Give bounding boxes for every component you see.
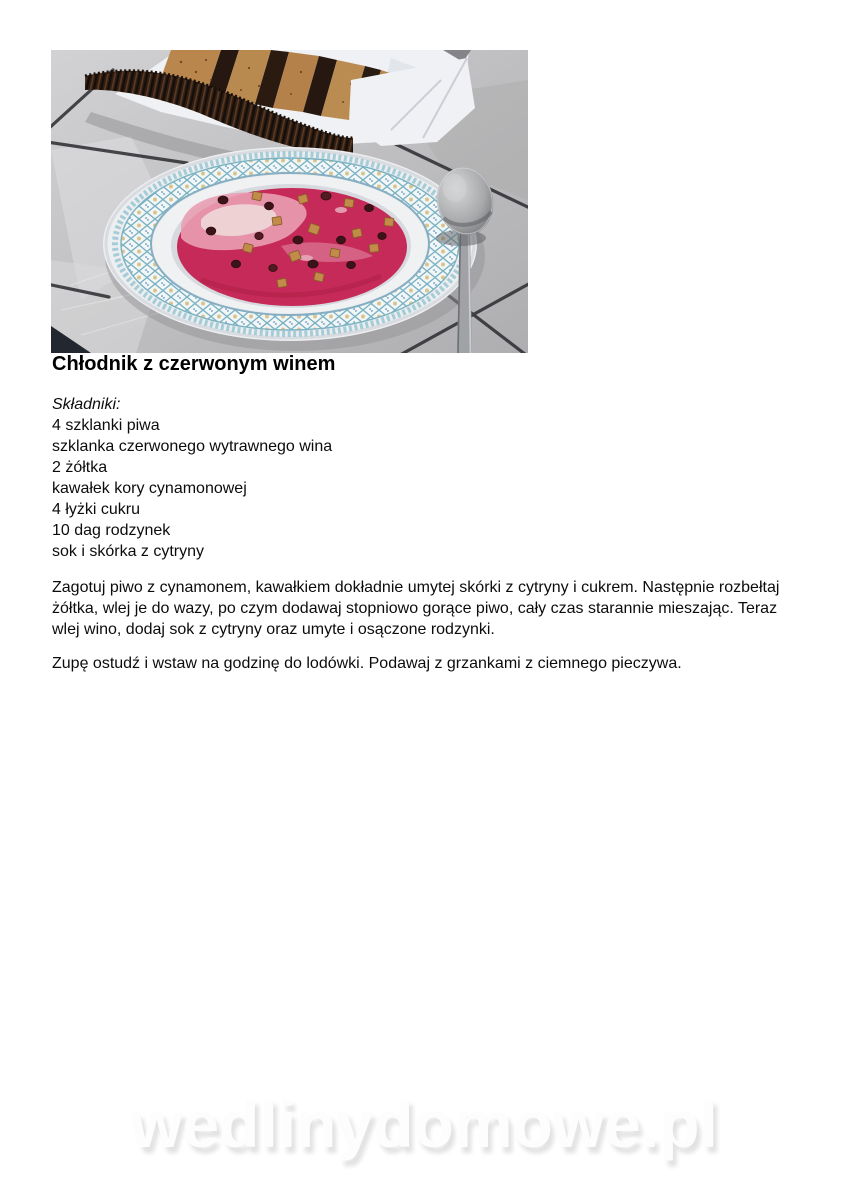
recipe-photo <box>51 50 528 353</box>
instructions-paragraph: Zupę ostudź i wstaw na godzinę do lodówki. Podawaj z grzankami z ciemnego pieczywa. <box>52 655 682 672</box>
ingredient-item: szklanka czerwonego wytrawnego wina <box>52 438 333 455</box>
instructions-paragraph: Zagotuj piwo z cynamonem, kawałkiem dokładnie umytej skórki z cytryny i cukrem. Następnie rozbełtaj żółtka, wlej je do wazy, po czym dodawaj stopniowo gorące piwo, cały czas starannie mieszając. Teraz wlej wino, dodaj sok z cytryny oraz umyte i osączone rodzynki. <box>52 579 780 638</box>
ingredient-item: sok i skórka z cytryny <box>52 543 205 560</box>
recipe-photo-art <box>51 50 528 353</box>
watermark: wedlinydomowe.pl <box>131 1087 718 1161</box>
soup <box>177 188 407 306</box>
recipe-body <box>52 394 792 674</box>
ingredient-item: 2 żółtka <box>52 459 108 476</box>
ingredients-heading: Składniki: <box>52 396 121 413</box>
ingredient-item: 4 szklanki piwa <box>52 417 160 434</box>
recipe-title: Chłodnik z czerwonym winem <box>52 353 336 375</box>
ingredient-item: 10 dag rodzynek <box>52 522 171 539</box>
ingredient-item: 4 łyżki cukru <box>52 501 141 518</box>
ingredient-item: kawałek kory cynamonowej <box>52 480 247 497</box>
ingredients-list <box>52 415 792 562</box>
